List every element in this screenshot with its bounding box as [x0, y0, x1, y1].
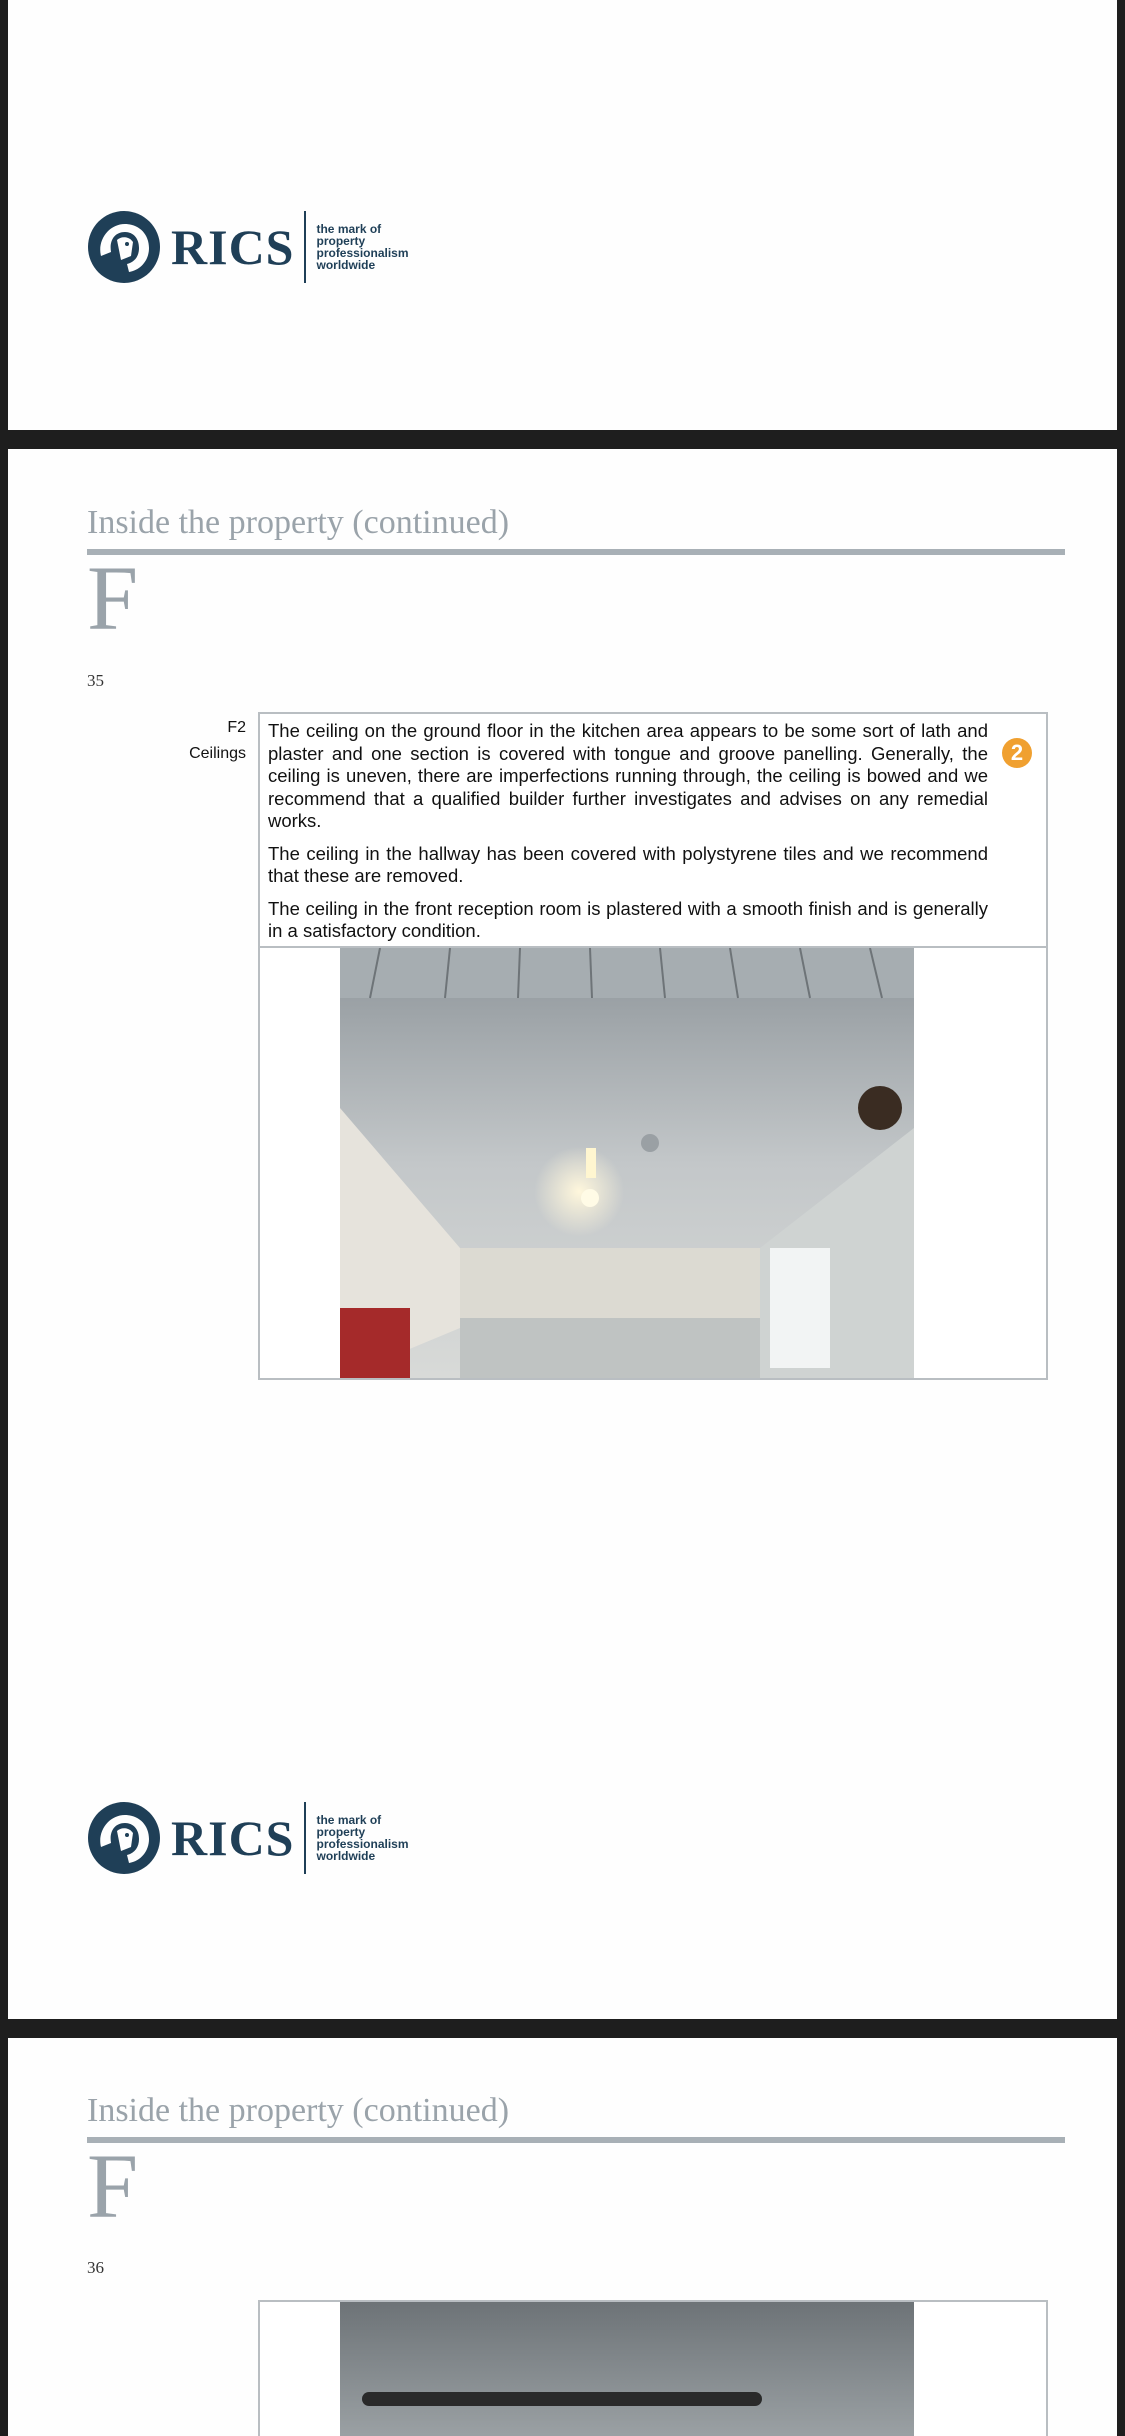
rics-lion-icon [87, 1801, 161, 1875]
kitchen-ceiling-photo [340, 948, 914, 1378]
page-number: 35 [87, 671, 104, 690]
section-letter: F [87, 547, 139, 649]
item-paragraph: The ceiling in the hallway has been covered with polystyrene tiles and we recommend that these are removed. [268, 842, 988, 886]
page-number: 36 [87, 2258, 104, 2277]
home-indicator[interactable] [362, 2392, 762, 2406]
logo-divider [304, 211, 306, 283]
photo-box [258, 946, 1048, 1380]
condition-rating-badge: 2 [1002, 738, 1032, 768]
section-letter: F [87, 2135, 139, 2237]
report-page [8, 0, 1117, 430]
item-paragraph: The ceiling in the front reception room is plastered with a smooth finish and is generally in a satisfactory condition. [268, 897, 988, 941]
logo-divider [304, 1802, 306, 1874]
title-rule [87, 549, 1065, 555]
tagline-line: property [316, 234, 366, 248]
rics-wordmark: RICS [171, 1810, 295, 1866]
tagline-line: the mark of [316, 222, 382, 236]
room-photo [340, 2302, 914, 2436]
rics-tagline [316, 223, 426, 271]
report-page [8, 449, 1117, 2019]
rics-lion-icon [87, 210, 161, 284]
tagline-line: property [316, 1825, 366, 1839]
report-page [8, 2038, 1117, 2436]
section-title: Inside the property (continued) [87, 504, 510, 541]
tagline-line: worldwide [316, 258, 376, 272]
rics-logo [87, 210, 426, 284]
item-code: F2 [227, 719, 246, 736]
tagline-line: worldwide [316, 1849, 376, 1863]
item-paragraph: The ceiling on the ground floor in the kitchen area appears to be some sort of lath and plaster and one section is covered with tongue and groove panelling. Generally, the ceiling is uneven, there are imperfections running through, the ceiling is bowed and we recommend that a qualified builder further investigates and advises on any remedial works. [268, 720, 988, 831]
rics-logo [87, 1801, 426, 1875]
item-label [189, 715, 246, 767]
rics-wordmark: RICS [171, 219, 295, 275]
section-title: Inside the property (continued) [87, 2092, 510, 2129]
tagline-line: professionalism [316, 246, 409, 260]
title-rule [87, 2137, 1065, 2143]
tagline-line: professionalism [316, 1837, 409, 1851]
photo-box [258, 2300, 1048, 2436]
item-name: Ceilings [189, 745, 246, 762]
tagline-line: the mark of [316, 1813, 382, 1827]
item-text-box [258, 712, 1048, 948]
rics-tagline [316, 1814, 426, 1862]
